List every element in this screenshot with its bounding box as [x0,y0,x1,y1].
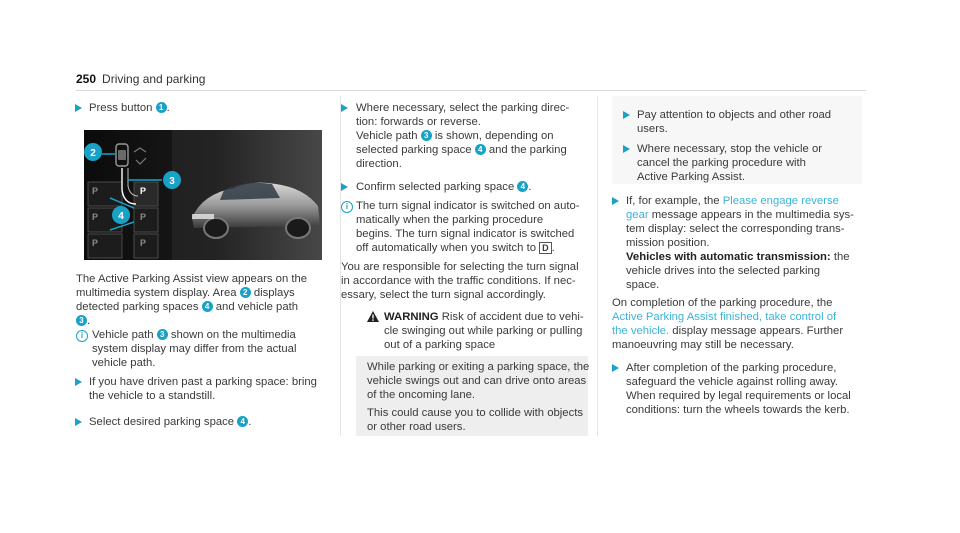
page-header [76,72,205,86]
figure-callout-4: 4 [118,211,124,222]
callout-badge: 2 [240,287,251,298]
step-bullet-icon [341,104,348,112]
step-bullet-icon [75,104,82,112]
step-bullet-icon [75,378,82,386]
callout-badge: 3 [157,329,168,340]
col3-completion: On completion of the parking procedure, the Active Parking Assist finished, take control of the vehicle. display message appears. Further manoeuvring may still be necessary. [612,297,844,351]
warning-label: WARNING [384,311,439,323]
parking-p-label: P [140,238,147,248]
col2-body: You are responsible for selecting the turn signal in accordance with the traffic conditions. If nec- essary, select the turn signal accordingly. [341,261,579,301]
col1-description: The Active Parking Assist view appears on the multimedia system display. Area 2 displays detected parking spaces 4 and vehicle path 3 . [76,273,308,327]
col1-step3: Select desired parking space 4 . [89,416,252,428]
display-message: Active Parking Assist finished, take control of [612,311,837,323]
step-bullet-icon [623,111,630,119]
col3-step1: If, for example, the Please engage reverse gear message appears in the multimedia sys- tem display: select the corresponding trans- mission position. Vehicles with automatic transmission: the vehicle drives into the selected parking space. [626,195,854,291]
callout-badge: 4 [202,301,213,312]
parking-assist-figure [84,130,322,260]
callout-badge: 4 [237,416,248,427]
col3-box-step2: Where necessary, stop the vehicle or cancel the parking procedure with Active Parking Assist. [637,143,823,183]
parking-p-label: P [92,212,99,222]
selected-parking-p-label: P [140,186,147,196]
info-icon: i [76,330,88,342]
section-title: Driving and parking [102,72,206,86]
gear-d-symbol: D [539,242,552,254]
figure-callout-3: 3 [169,176,175,187]
display-message: the vehicle. [612,325,670,337]
info-icon: i [341,201,353,213]
callout-badge: 3 [76,315,87,326]
step-bullet-icon [612,197,619,205]
display-message: gear [626,209,649,221]
col2-note: The turn signal indicator is switched on auto- matically when the parking procedure begins. The turn signal indicator is switched off automatically when you switch to D . [356,200,580,254]
step-bullet-icon [623,145,630,153]
step-bullet-icon [612,364,619,372]
parking-assist-illustration [84,130,322,260]
column-divider [597,96,598,436]
parking-p-label: P [140,212,147,222]
step-bullet-icon [75,418,82,426]
col1-step2: If you have driven past a parking space: bring the vehicle to a standstill. [89,376,317,402]
callout-badge: 4 [475,144,486,155]
warning-icon [367,311,379,322]
col1-step1: Press button 1 . [89,102,170,114]
parking-p-label: P [92,238,99,248]
page-number: 250 [76,72,97,86]
step-bullet-icon [341,183,348,191]
col1-note: Vehicle path 3 shown on the multimedia system display may differ from the actual vehicle path. [92,329,297,369]
callout-badge: 4 [517,181,528,192]
callout-badge: 1 [156,102,167,113]
display-message: Please engage reverse [722,195,839,207]
header-rule [76,90,866,91]
figure-callout-2: 2 [90,148,96,159]
warning-heading: WARNING Risk of accident due to vehi- cle swinging out while parking or pulling out of a parking space [384,311,584,351]
col2-step1: Where necessary, select the parking direc- tion: forwards or reverse. Vehicle path 3 is shown, depending on selected parking space 4 and the parking direction. [356,102,570,170]
col3-box-step1: Pay attention to objects and other road users. [637,109,832,135]
callout-badge: 3 [421,130,432,141]
warning-body: While parking or exiting a parking space, the vehicle swings out and can drive onto areas of the oncoming lane. This could cause you to collide with objects or other road users. [367,361,590,433]
col3-step2: After completion of the parking procedure, safeguard the vehicle against rolling away. When required by legal requirements or local conditions: turn the wheels towards the kerb. [626,362,851,416]
parking-p-label: P [92,186,99,196]
col2-step2: Confirm selected parking space 4 . [356,181,532,193]
